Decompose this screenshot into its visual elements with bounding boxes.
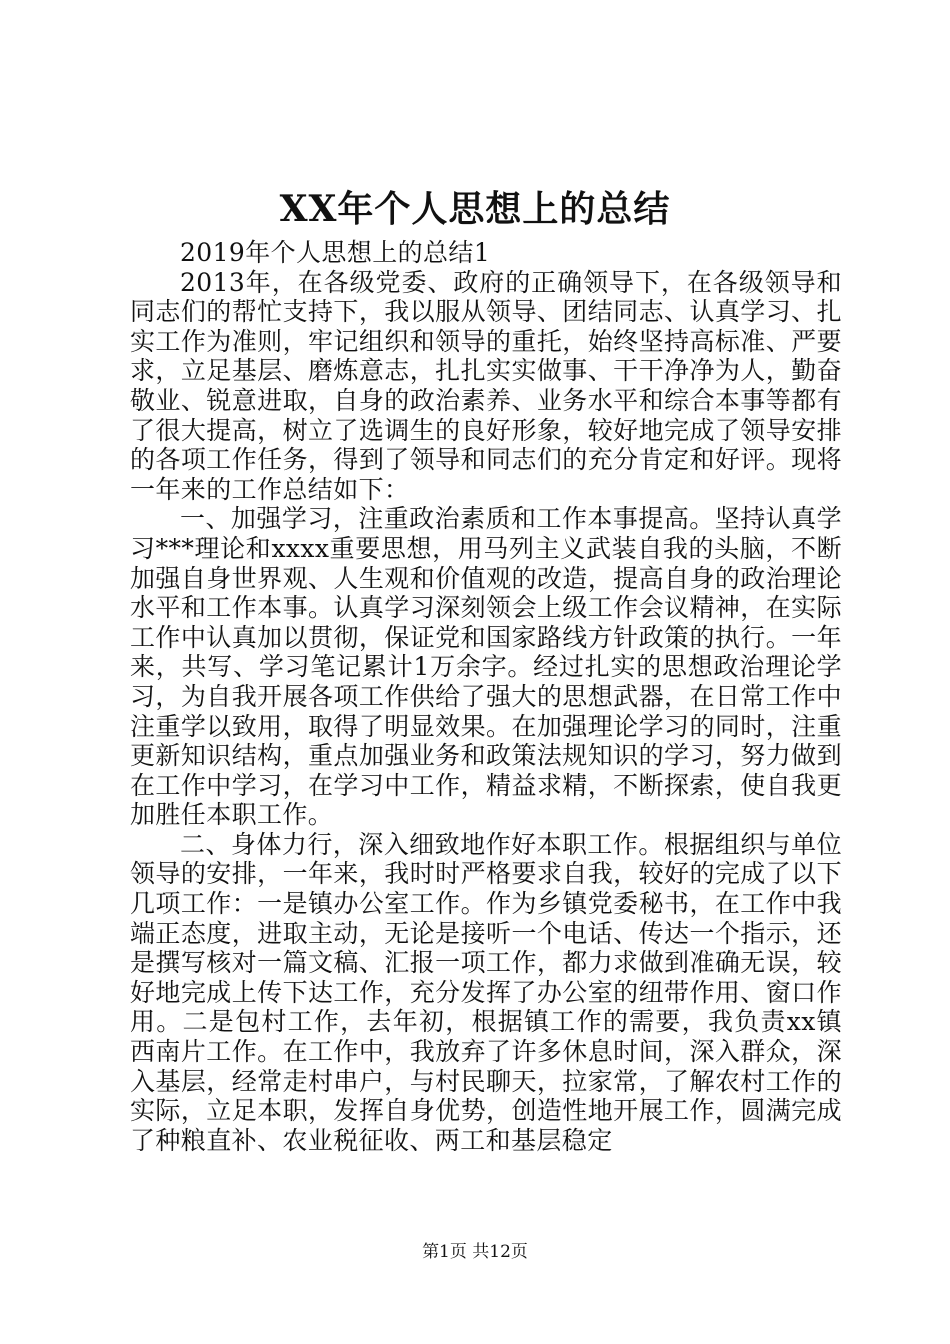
page-number-footer: 第1页 共12页 [422,1242,528,1262]
document-body [130,238,842,1155]
paragraph-subtitle: 2019年个人思想上的总结1 [180,238,491,267]
paragraph-intro: 2013年，在各级党委、政府的正确领导下，在各级领导和同志们的帮忙支持下，我以服从领导、团结同志、认真学习、扎实工作为准则，牢记组织和领导的重托，始终坚持高标准、严要求，立足基层、磨炼意志，扎扎实实做事、干干净净为人，勤奋敬业、锐意进取，自身的政治素养、业务水平和综合本事等都有了很大提高，树立了选调生的良好形象，较好地完成了领导安排的各项工作任务，得到了领导和同志们的充分肯定和好评。现将一年来的工作总结如下： [130,267,842,504]
document-title: XX年个人思想上的总结 [279,188,671,230]
paragraph-section-one: 一、加强学习，注重政治素质和工作本事提高。坚持认真学习***理论和xxxx重要思想，用马列主义武装自我的头脑，不断加强自身世界观、人生观和价值观的改造，提高自身的政治理论水平和工作本事。认真学习深刻领会上级工作会议精神，在实际工作中认真加以贯彻，保证党和国家路线方针政策的执行。一年来，共写、学习笔记累计1万余字。经过扎实的思想政治理论学习，为自我开展各项工作供给了强大的思想武器，在日常工作中注重学以致用，取得了明显效果。在加强理论学习的同时，注重更新知识结构，重点加强业务和政策法规知识的学习，努力做到在工作中学习，在学习中工作，精益求精，不断探索，使自我更加胜任本职工作。 [130,504,842,830]
paragraph-section-two: 二、身体力行，深入细致地作好本职工作。根据组织与单位领导的安排，一年来，我时时严格要求自我，较好的完成了以下几项工作：一是镇办公室工作。作为乡镇党委秘书，在工作中我端正态度，进取主动，无论是接听一个电话、传达一个指示，还是撰写核对一篇文稿、汇报一项工作，都力求做到准确无误，较好地完成上传下达工作，充分发挥了办公室的纽带作用、窗口作用。二是包村工作，去年初，根据镇工作的需要，我负责xx镇西南片工作。在工作中，我放弃了许多休息时间，深入群众，深入基层，经常走村串户，与村民聊天，拉家常，了解农村工作的实际，立足本职，发挥自身优势，创造性地开展工作，圆满完成了种粮直补、农业税征收、两工和基层稳定 [130,829,842,1155]
